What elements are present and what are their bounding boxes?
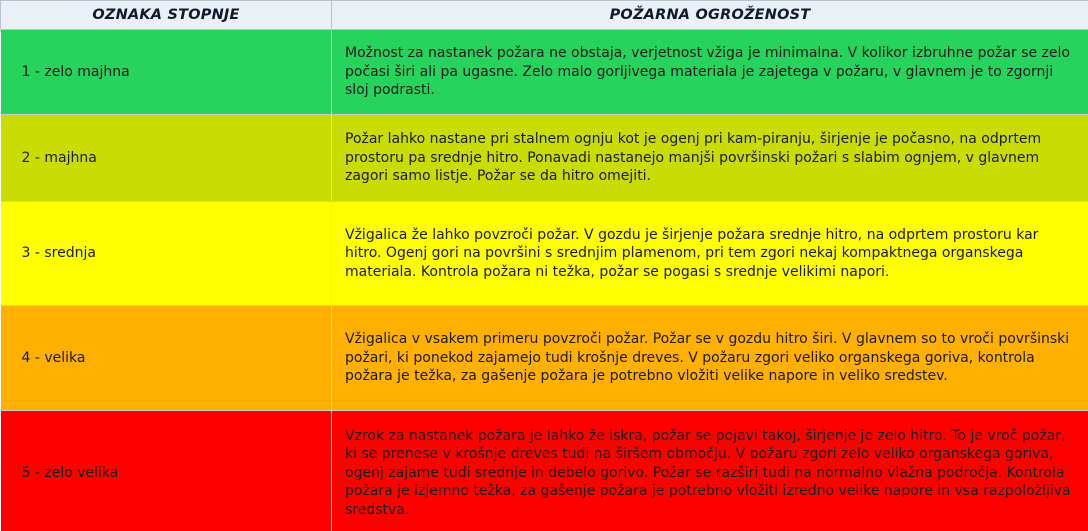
level-label: 2 - majhna (1, 115, 332, 202)
danger-description: Požar lahko nastane pri stalnem ognju kot je ogenj pri kam-piranju, širjenje je počasno, na odprtem prostoru pa srednje hitro. Ponavadi nastanejo manjši površinski požari s slabim ognjem, v glavnem zagori samo listje. Požar se da hitro omejiti. (332, 115, 1088, 202)
table-row-level-3 (1, 202, 1088, 306)
table-row-level-4 (1, 306, 1088, 411)
danger-description: Vžigalica že lahko povzroči požar. V gozdu je širjenje požara srednje hitro, na odprtem prostoru kar hitro. Ogenj gori na površini s srednjim plamenom, pri tem zgori nekaj kompaktnega organskega materiala. Kontrola požara ni težka, požar se pogasi s srednje velikimi napori. (332, 202, 1088, 306)
danger-description: Možnost za nastanek požara ne obstaja, verjetnost vžiga je minimalna. V kolikor izbruhne požar se zelo počasi širi ali pa ugasne. Zelo malo gorljivega materiala je zajetega v požaru, v glavnem je to zgornji sloj podrasti. (332, 30, 1088, 115)
danger-description: Vžigalica v vsakem primeru povzroči požar. Požar se v gozdu hitro širi. V glavnem so to vroči površinski požari, ki ponekod zajamejo tudi krošnje dreves. V požaru zgori veliko organskega goriva, kontrola požara je težka, za gašenje požara je potrebno vložiti velike napore in veliko sredstev. (332, 306, 1088, 411)
level-label: 1 - zelo majhna (1, 30, 332, 115)
table-row-level-1 (1, 30, 1088, 115)
table-row-level-2 (1, 115, 1088, 202)
header-danger: POŽARNA OGROŽENOST (332, 1, 1088, 30)
table-header-row (1, 1, 1088, 30)
level-label: 5 - zelo velika (1, 411, 332, 531)
level-label: 4 - velika (1, 306, 332, 411)
header-level: OZNAKA STOPNJE (1, 1, 332, 30)
table-row-level-5 (1, 411, 1088, 531)
danger-description: Vzrok za nastanek požara je lahko že iskra, požar se pojavi takoj, širjenje je zelo hitro. To je vroč požar, ki se prenese v krošnje dreves tudi na širšem območju. V požaru zgori zelo veliko organskega goriva, ogenj zajame tudi srednje in debelo gorivo. Požar se razširi tudi na normalno vlažna področja. Kontrola požara je izjemno težka, za gašenje požara je potrebno vložiti izredno velike napore in vsa razpoložljiva sredstva. (332, 411, 1088, 531)
level-label: 3 - srednja (1, 202, 332, 306)
